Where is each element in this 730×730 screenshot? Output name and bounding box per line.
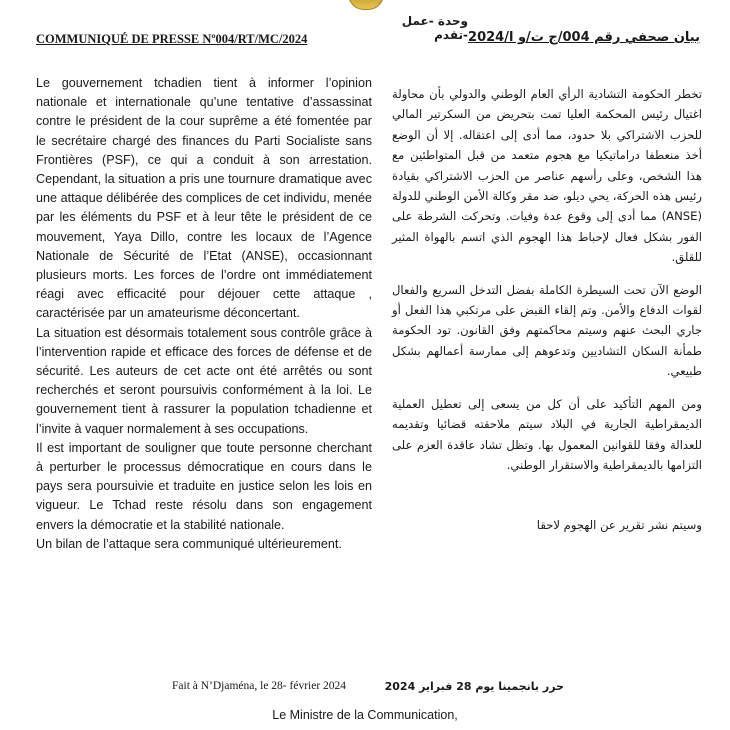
- french-paragraph-1: Le gouvernement tchadien tient à informer l’opinion nationale et internationale qu’une tentative d’assassinat contre le président de la cour suprême a été fomentée par le secrétaire chargé des finances du Parti Socialiste sans Frontières (PSF), ce qui a conduit à son arrestation. Cependant, la situation a pris une tournure dramatique avec une attaque délibérée des complices de cet individu, menée par les éléments du PSF et à leur tête le président de ce mouvement, Yaya Dillo, contre les locaux de l’Agence Nationale de Sécurité de l’Etat (ANSE), occasionnant plusieurs morts. Les forces de l’ordre ont immédiatement réagi avec efficacité pour déjouer cette attaque , caractérisée par un amateurisme déconcertant.: [36, 76, 372, 321]
- arabic-paragraph-1: تخطر الحكومة التشادية الرأي العام الوطني والدولي بأن محاولة اغتيال رئيس المحكمة العليا تمت بتحريض من السكرتير المالي للحزب الاشتراكي بلا حدود، مما أدى إلى اعتقاله. إلا أن الوضع أخذ منعطفا دراماتيكيا مع هجوم متعمد من قبل المتواطئين مع هذا الشخص، وعلى رأسهم عناصر من الحزب الاشتراكي بقيادة رئيس هذه الحركة، يحي ديلو، ضد مقر وكالة الأمن الوطني للدولة (ANSE) مما أدى إلى وقوع عدة وفيات. وتحركت الشرطة على الفور بشكل فعال لإحباط هذا الهجوم الذي اتسم بالهواة المثير للقلق.: [392, 87, 702, 265]
- signed-date-ar: حرر بانجمينا يوم 28 فبراير 2024: [384, 680, 564, 693]
- arabic-paragraph-3: ومن المهم التأكيد على أن كل من يسعى إلى تعطيل العملية الديمقراطية الجارية في البلاد سيتم ملاحقته قضائيا وتقديمه للعدالة وفقا للقوانين المعمول بها. وتظل تشاد عاقدة العزم على التزامها بالديمقراطية والاستقرار الوطني.: [392, 396, 702, 472]
- arabic-paragraph-2: الوضع الآن تحت السيطرة الكاملة بفضل التدخل السريع والفعال لقوات الدفاع والأمن. وتم إلقاء القبض على مرتكبي هذا الفعل أو جاري البحث عنهم وسيتم محاكمتهم وفق القانون. تود الحكومة طمأنة السكان التشاديين وتدعوهم إلى ممارسة أعمالهم بشكل طبيعي.: [392, 282, 702, 379]
- french-paragraph-4: Un bilan de l’attaque sera communiqué ultérieurement.: [36, 536, 342, 551]
- arabic-paragraph-4: وسيتم نشر تقرير عن الهجوم لاحقا: [536, 518, 702, 533]
- arabic-column: [392, 84, 702, 536]
- french-paragraph-3: Il est important de souligner que toute personne cherchant à perturber le processus démocratique en cours dans le pays sera poursuivie et traduite en justice selon les lois en vigueur. Le Tchad reste résolu dans son engagement envers la démocratie et la stabilité nationale.: [36, 440, 372, 532]
- communique-title-ar: بيان صحفي رقم 004/ج ت/و ا/2024: [468, 30, 700, 45]
- french-paragraph-2: La situation est désormais totalement sous contrôle grâce à l’intervention rapide et efficace des forces de défense et de sécurité. Les auteurs de cet acte ont été arrêtés ou sont recherchés et seront poursuivis conformément à la loi. Le gouvernement tient à rassurer la population tchadienne et l’invite à vaquer normalement à ses occupations.: [36, 325, 372, 436]
- minister-signature-line: Le Ministre de la Communication,: [272, 708, 458, 722]
- french-column: [36, 74, 372, 554]
- signed-place-date-fr: Fait à N’Djaména, le 28- février 2024: [172, 680, 347, 692]
- national-motto: وحدة -عمل -تقدم: [401, 14, 468, 42]
- communique-title-fr: COMMUNIQUÉ DE PRESSE Nº004/RT/MC/2024: [36, 32, 308, 46]
- coat-of-arms-emblem: [348, 0, 384, 10]
